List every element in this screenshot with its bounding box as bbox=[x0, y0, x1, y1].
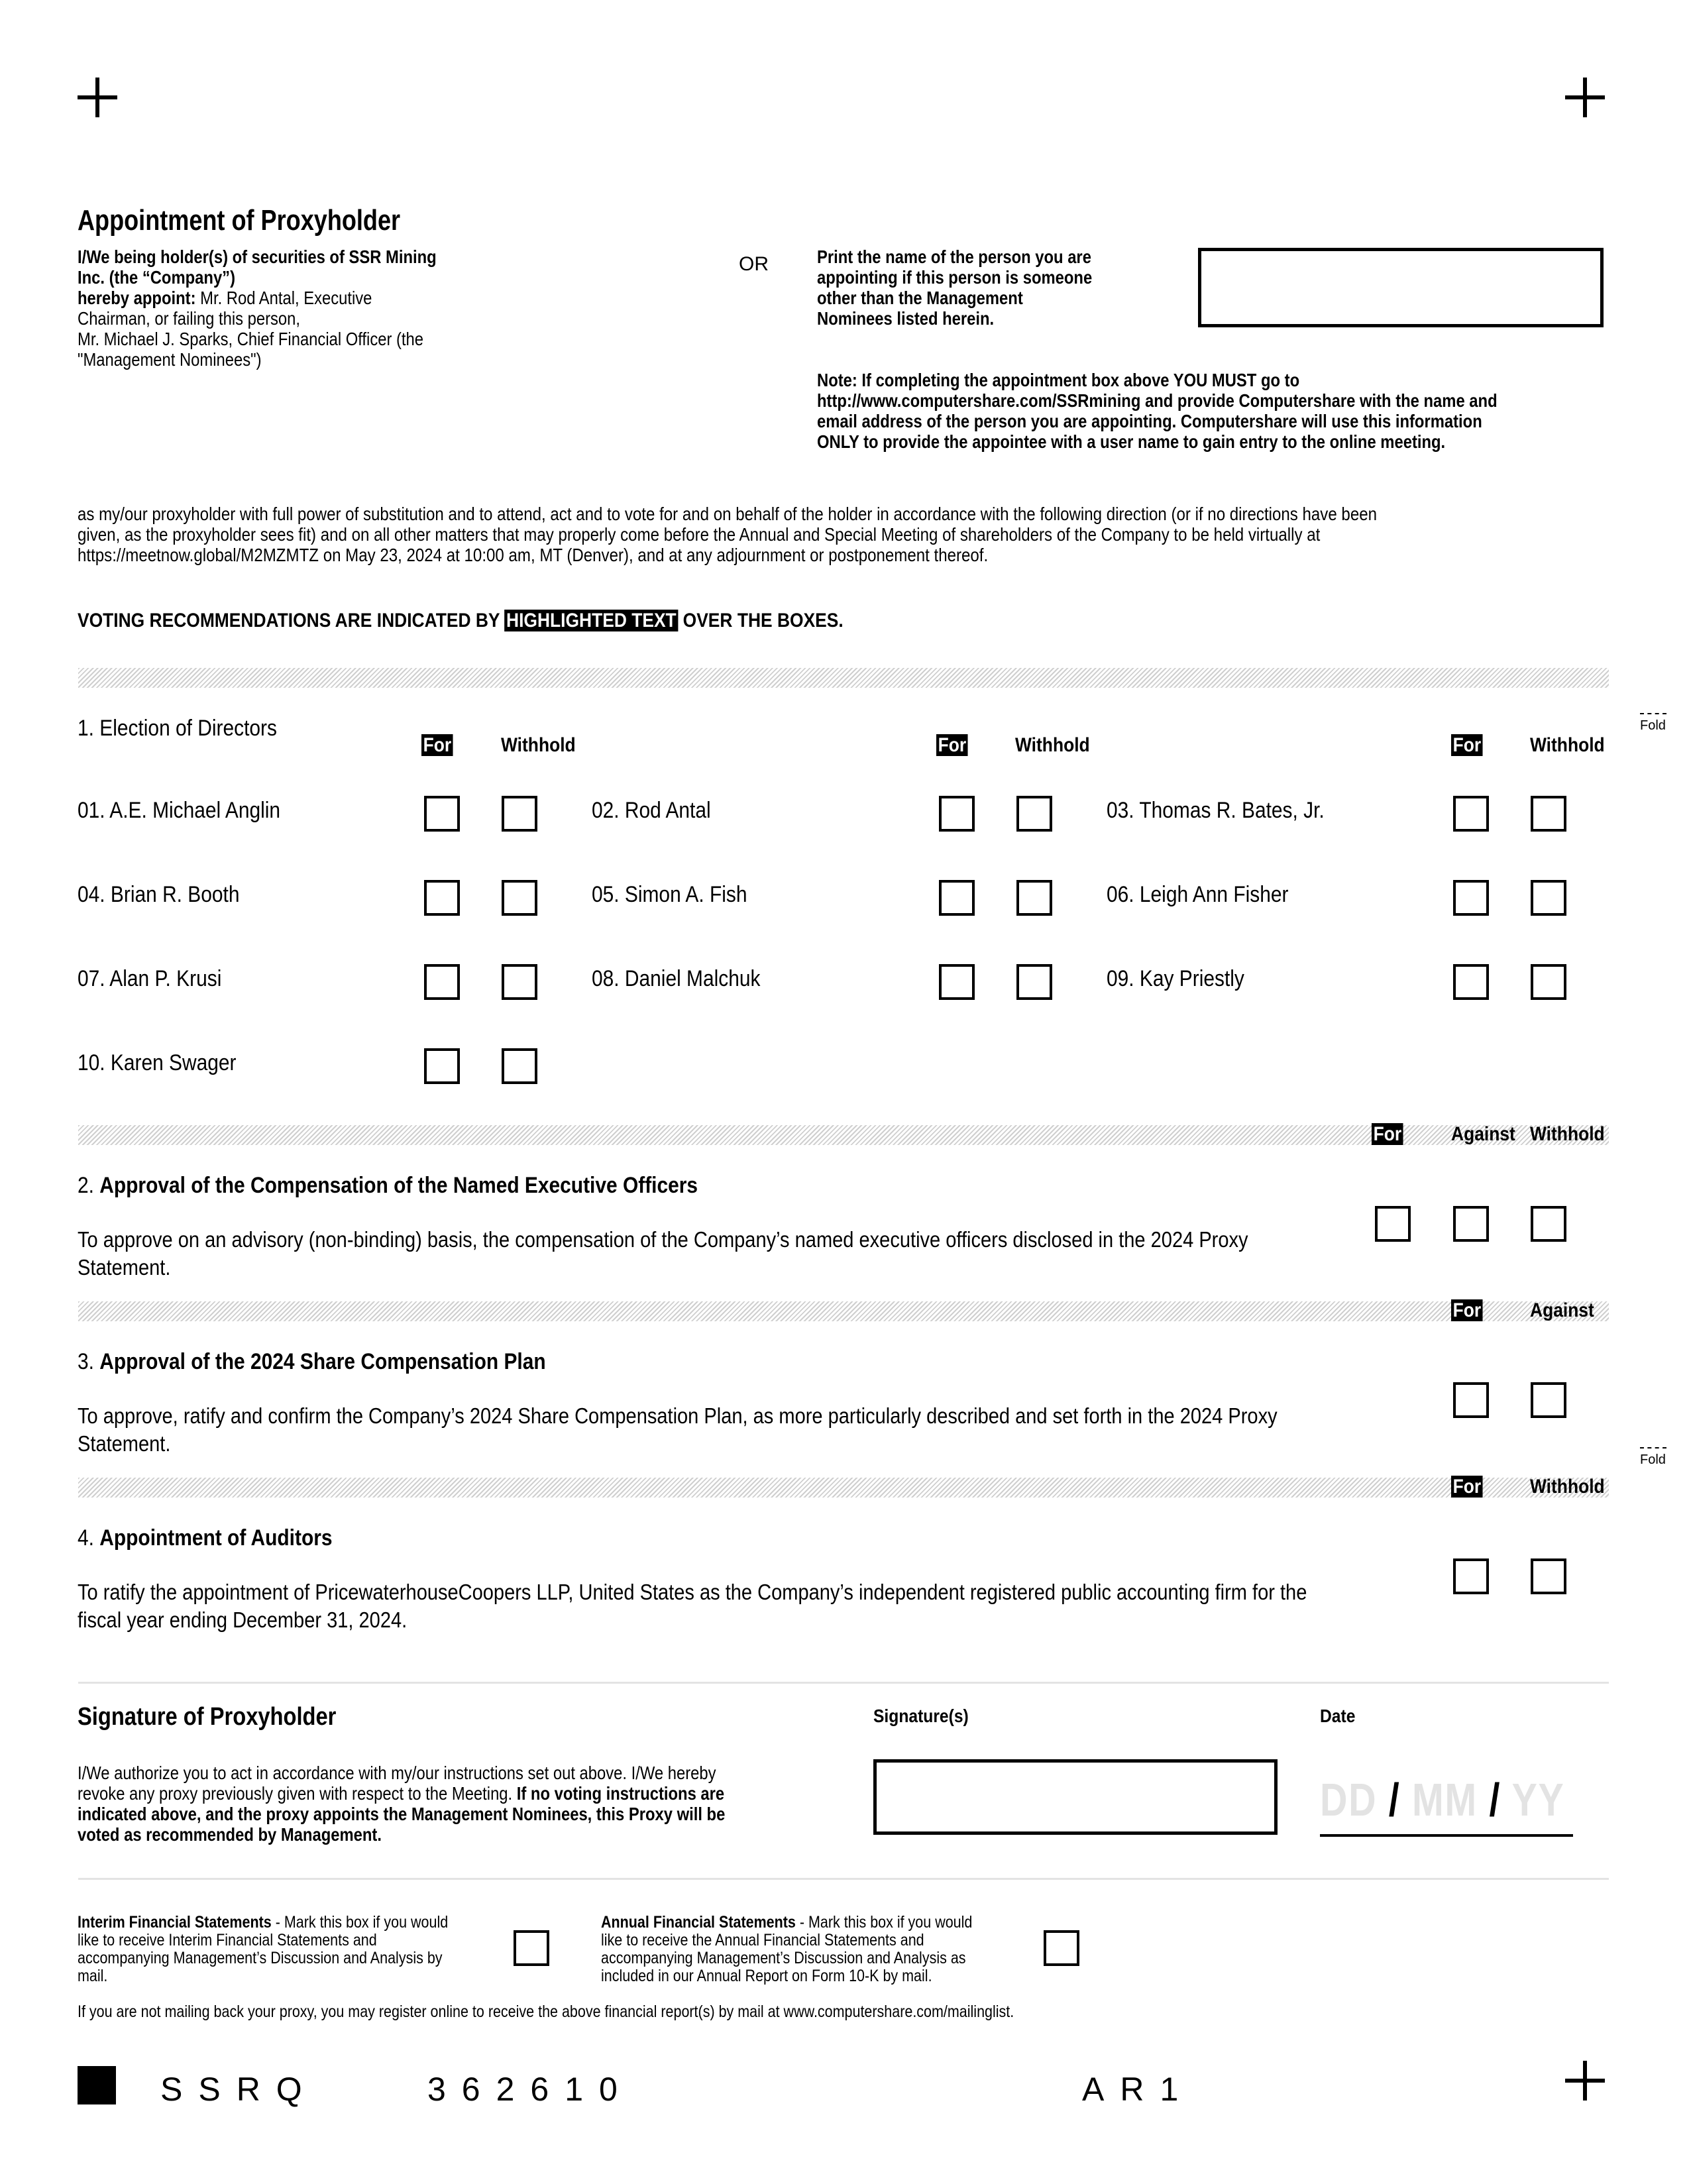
for-checkbox[interactable] bbox=[939, 964, 975, 1000]
signature-title: Signature of Proxyholder bbox=[78, 1703, 337, 1731]
withhold-label-col2: Withhold bbox=[1015, 734, 1090, 756]
voting-recommendation: VOTING RECOMMENDATIONS ARE INDICATED BY HIGHLIGHTED TEXT OVER THE BOXES. bbox=[78, 610, 844, 631]
withhold-checkbox[interactable] bbox=[1016, 796, 1052, 832]
q2-for-checkbox[interactable] bbox=[1375, 1206, 1411, 1242]
separator-bar bbox=[78, 1478, 1609, 1498]
appoint-bold: hereby appoint: bbox=[78, 288, 196, 308]
signature-authorization: I/We authorize you to act in accordance with my/our instructions set out above. I/We hereby revoke any proxy previously given with respect to the Meeting. If no voting instructions are indicated above, and the proxy appoints the Management Nominees, this Proxy will be voted as recommended by Management. bbox=[78, 1763, 726, 1845]
registration-mark bbox=[78, 2066, 116, 2104]
annual-financial-checkbox[interactable] bbox=[1044, 1930, 1079, 1966]
print-name-instructions: Print the name of the person you are appointing if this person is someone other than the Management Nominees listed herein. bbox=[817, 246, 1093, 329]
q4-withhold-checkbox[interactable] bbox=[1531, 1558, 1566, 1594]
authority-paragraph: as my/our proxyholder with full power of substitution and to attend, act and to vote for and on behalf of the holder in accordance with the following direction (or if no directions have been given, as the proxyholder sees fit) and on all other matters that may properly come before the Annual and Special Meeting of shareholders of the Company to be held virtually at https://meetnow.global/M2MZMTZ on May 23, 2024 at 10:00 am, MT (Denver), and at any adjournment or postponement thereof. bbox=[78, 504, 1378, 565]
for-checkbox[interactable] bbox=[424, 1048, 460, 1084]
crop-mark-top-left bbox=[78, 78, 117, 117]
for-checkbox[interactable] bbox=[1453, 796, 1489, 832]
q2-body: To approve on an advisory (non-binding) basis, the compensation of the Company’s named executive officers disclosed in the 2024 Proxy Statement. bbox=[78, 1227, 1248, 1280]
signature-input[interactable] bbox=[873, 1759, 1278, 1835]
q2-title: 2. Approval of the Compensation of the Named Executive Officers bbox=[78, 1173, 698, 1198]
nominee-name: 01. A.E. Michael Anglin bbox=[78, 798, 281, 823]
for-label-col1: For bbox=[421, 734, 453, 757]
for-checkbox[interactable] bbox=[1453, 964, 1489, 1000]
interim-financial-checkbox[interactable] bbox=[514, 1930, 549, 1966]
q3-for-checkbox[interactable] bbox=[1453, 1382, 1489, 1418]
for-checkbox[interactable] bbox=[424, 964, 460, 1000]
directors-title: 1. Election of Directors bbox=[78, 716, 277, 741]
nominee-name: 05. Simon A. Fish bbox=[592, 882, 747, 907]
for-checkbox[interactable] bbox=[1453, 880, 1489, 916]
section-divider bbox=[78, 1682, 1609, 1684]
withhold-checkbox[interactable] bbox=[1531, 964, 1566, 1000]
q4-body: To ratify the appointment of PricewaterhouseCoopers LLP, United States as the Company’s independent registered public accounting firm for the fiscal year ending December 31, 2024. bbox=[78, 1580, 1307, 1632]
q3-against-label: Against bbox=[1530, 1299, 1594, 1321]
nominee-name: 04. Brian R. Booth bbox=[78, 882, 240, 907]
q2-withhold-label: Withhold bbox=[1530, 1123, 1605, 1145]
form-suffix: AR1 bbox=[1082, 2071, 1195, 2108]
date-underline bbox=[1320, 1834, 1573, 1837]
nominee-name: 06. Leigh Ann Fisher bbox=[1107, 882, 1289, 907]
highlighted-text-sample: HIGHLIGHTED TEXT bbox=[504, 610, 678, 631]
withhold-checkbox[interactable] bbox=[502, 796, 537, 832]
crop-mark-bottom-right bbox=[1565, 2061, 1605, 2101]
appointment-note: Note: If completing the appointment box above YOU MUST go to http://www.computershare.com/SSRmining and provide Computershare with the name and email address of the person you are appointing. Computershare will use this information ONLY to provide the appointee with a user name to gain entry to the online meeting. bbox=[817, 370, 1498, 452]
for-label-col3: For bbox=[1451, 734, 1483, 757]
form-code: SSRQ bbox=[160, 2071, 318, 2108]
withhold-checkbox[interactable] bbox=[1531, 880, 1566, 916]
q2-for-label: For bbox=[1372, 1123, 1403, 1146]
q4-for-checkbox[interactable] bbox=[1453, 1558, 1489, 1594]
for-checkbox[interactable] bbox=[424, 880, 460, 916]
nominee-name: 03. Thomas R. Bates, Jr. bbox=[1107, 798, 1325, 823]
section-divider bbox=[78, 1878, 1609, 1880]
crop-mark-top-right bbox=[1565, 78, 1605, 117]
signature-label: Signature(s) bbox=[873, 1706, 969, 1726]
appoint-line3: Mr. Michael J. Sparks, Chief Financial Officer (the "Management Nominees") bbox=[78, 329, 424, 370]
or-label: OR bbox=[739, 253, 769, 275]
withhold-checkbox[interactable] bbox=[502, 880, 537, 916]
separator-bar bbox=[78, 668, 1609, 688]
separator-bar bbox=[78, 1301, 1609, 1321]
appoint-rest: Mr. Rod Antal, Executive Chairman, or failing this person, bbox=[78, 288, 372, 329]
nominee-name: 08. Daniel Malchuk bbox=[592, 966, 761, 991]
mailing-list-note: If you are not mailing back your proxy, you may register online to receive the above financial report(s) by mail at www.computershare.com/mailinglist. bbox=[78, 2002, 1014, 2021]
q4-title: 4. Appointment of Auditors bbox=[78, 1525, 333, 1551]
appointment-text bbox=[78, 246, 438, 370]
for-checkbox[interactable] bbox=[939, 796, 975, 832]
interim-financial-text: Interim Financial Statements - Mark this box if you would like to receive Interim Financial Statements and accompanying Management’s Discussion and Analysis by mail. bbox=[78, 1913, 449, 1985]
nominee-name: 10. Karen Swager bbox=[78, 1050, 237, 1075]
q3-against-checkbox[interactable] bbox=[1531, 1382, 1566, 1418]
withhold-checkbox[interactable] bbox=[1016, 880, 1052, 916]
q4-withhold-label: Withhold bbox=[1530, 1476, 1605, 1498]
q2-against-label: Against bbox=[1451, 1123, 1515, 1145]
for-checkbox[interactable] bbox=[939, 880, 975, 916]
withhold-checkbox[interactable] bbox=[502, 1048, 537, 1084]
nominee-name: 07. Alan P. Krusi bbox=[78, 966, 222, 991]
date-input[interactable]: DD / MM / YY bbox=[1320, 1774, 1565, 1826]
q2-against-checkbox[interactable] bbox=[1453, 1206, 1489, 1242]
withhold-checkbox[interactable] bbox=[1531, 796, 1566, 832]
withhold-checkbox[interactable] bbox=[1016, 964, 1052, 1000]
nominee-name: 09. Kay Priestly bbox=[1107, 966, 1244, 991]
q3-title: 3. Approval of the 2024 Share Compensation Plan bbox=[78, 1349, 546, 1374]
q2-withhold-checkbox[interactable] bbox=[1531, 1206, 1566, 1242]
proxyholder-name-input[interactable] bbox=[1198, 248, 1604, 327]
for-label-col2: For bbox=[936, 734, 968, 757]
fold-mark: Fold bbox=[1640, 718, 1666, 733]
fold-mark: Fold bbox=[1640, 1452, 1666, 1467]
q4-for-label: For bbox=[1451, 1476, 1483, 1498]
for-checkbox[interactable] bbox=[424, 796, 460, 832]
q3-for-label: For bbox=[1451, 1299, 1483, 1322]
withhold-checkbox[interactable] bbox=[502, 964, 537, 1000]
page-title: Appointment of Proxyholder bbox=[78, 204, 401, 237]
nominee-name: 02. Rod Antal bbox=[592, 798, 711, 823]
q3-body: To approve, ratify and confirm the Company’s 2024 Share Compensation Plan, as more particularly described and set forth in the 2024 Proxy Statement. bbox=[78, 1403, 1278, 1456]
withhold-label-col1: Withhold bbox=[501, 734, 576, 756]
form-number: 362610 bbox=[427, 2071, 633, 2108]
annual-financial-text: Annual Financial Statements - Mark this box if you would like to receive the Annual Financial Statements and accompanying Management’s Discussion and Analysis as included in our Annual Report on Form 10-K by mail. bbox=[601, 1913, 973, 1985]
holder-line: I/We being holder(s) of securities of SSR Mining Inc. (the “Company”) bbox=[78, 246, 437, 288]
date-label: Date bbox=[1320, 1706, 1356, 1726]
withhold-label-col3: Withhold bbox=[1530, 734, 1605, 756]
